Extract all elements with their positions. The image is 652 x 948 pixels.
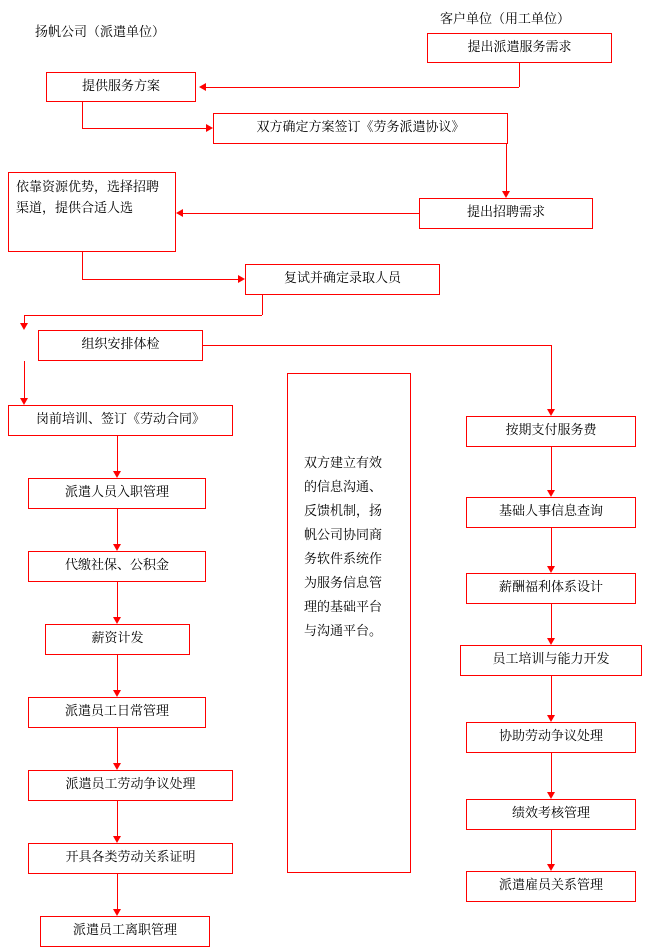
connector-n7-to-n8: [24, 361, 25, 398]
arrowhead-to-n12: [113, 690, 121, 697]
connector-n22-to-n23: [551, 830, 552, 864]
arrowhead-to-n5: [176, 209, 183, 217]
node-raise-recruitment-need[interactable]: 提出招聘需求: [419, 198, 593, 229]
arrowhead-to-n8: [20, 398, 28, 405]
connector-n1-to-n2: [206, 87, 519, 88]
arrowhead-to-n2: [199, 83, 206, 91]
connector-n8-to-n9: [117, 436, 118, 471]
node-provide-service-plan[interactable]: 提供服务方案: [46, 72, 196, 102]
node-labor-dispute-handling[interactable]: 派遣员工劳动争议处理: [28, 770, 233, 801]
connector-n12-to-n13: [117, 728, 118, 763]
connector-n5-down: [82, 252, 83, 280]
connector-n5-to-n6: [82, 279, 238, 280]
node-communication-platform[interactable]: 双方建立有效的信息沟通、反馈机制，扬帆公司协同商务软件系统作为服务信息管理的基础平台与沟通平台。: [287, 373, 411, 873]
arrowhead-to-n17: [547, 409, 555, 416]
arrowhead-to-n7: [20, 323, 28, 330]
connector-n14-to-n15: [117, 874, 118, 909]
node-request-dispatch-service[interactable]: 提出派遣服务需求: [427, 33, 612, 63]
node-pay-service-fee[interactable]: 按期支付服务费: [466, 416, 636, 447]
header-right: 客户单位（用工单位）: [440, 12, 571, 27]
arrowhead-to-n21: [547, 715, 555, 722]
connector-n18-to-n19: [551, 528, 552, 566]
node-assist-dispute-handling[interactable]: 协助劳动争议处理: [466, 722, 636, 753]
node-issue-labor-certificates[interactable]: 开具各类劳动关系证明: [28, 843, 233, 874]
connector-n4-to-n5: [183, 213, 419, 214]
node-second-interview-confirm[interactable]: 复试并确定录取人员: [245, 264, 440, 295]
node-performance-management[interactable]: 绩效考核管理: [466, 799, 636, 830]
node-select-recruitment-channel[interactable]: 依靠资源优势，选择招聘渠道，提供合适人选: [8, 172, 176, 252]
node-training-development[interactable]: 员工培训与能力开发: [460, 645, 642, 676]
arrowhead-to-n9: [113, 471, 121, 478]
arrowhead-to-n4: [502, 191, 510, 198]
connector-n6-down: [262, 295, 263, 315]
connector-n17-to-n18: [551, 447, 552, 490]
node-hr-info-query[interactable]: 基础人事信息查询: [466, 497, 636, 528]
header-left: 扬帆公司（派遣单位）: [35, 25, 166, 40]
arrowhead-to-n10: [113, 544, 121, 551]
connector-n19-to-n20: [551, 604, 552, 638]
node-resignation-management[interactable]: 派遣员工离职管理: [40, 916, 210, 947]
arrowhead-to-n14: [113, 836, 121, 843]
node-sign-dispatch-agreement[interactable]: 双方确定方案签订《劳务派遣协议》: [213, 113, 508, 144]
connector-n3-to-n4: [506, 144, 507, 191]
connector-n11-to-n12: [117, 655, 118, 690]
arrowhead-to-n18: [547, 490, 555, 497]
arrowhead-to-n20: [547, 638, 555, 645]
node-salary-payment[interactable]: 薪资计发: [45, 624, 190, 655]
connector-n10-to-n11: [117, 582, 118, 617]
connector-n21-to-n22: [551, 753, 552, 792]
arrowhead-to-n11: [113, 617, 121, 624]
arrowhead-to-n23: [547, 864, 555, 871]
arrowhead-to-n13: [113, 763, 121, 770]
node-arrange-medical-exam[interactable]: 组织安排体检: [38, 330, 203, 361]
connector-n2-to-n3: [82, 128, 206, 129]
connector-n2-down: [82, 102, 83, 128]
arrowhead-to-n3: [206, 124, 213, 132]
node-compensation-benefits-design[interactable]: 薪酬福利体系设计: [466, 573, 636, 604]
connector-n20-to-n21: [551, 676, 552, 715]
arrowhead-to-n6: [238, 275, 245, 283]
arrowhead-to-n15: [113, 909, 121, 916]
node-onboarding-management[interactable]: 派遣人员入职管理: [28, 478, 206, 509]
arrowhead-to-n22: [547, 792, 555, 799]
arrowhead-to-n19: [547, 566, 555, 573]
connector-n7-to-right-branch: [203, 345, 551, 346]
node-social-insurance-fund[interactable]: 代缴社保、公积金: [28, 551, 206, 582]
connector-n1-down: [519, 63, 520, 87]
node-daily-management[interactable]: 派遣员工日常管理: [28, 697, 206, 728]
node-employee-relations-management[interactable]: 派遣雇员关系管理: [466, 871, 636, 902]
connector-n9-to-n10: [117, 509, 118, 544]
node-pre-job-training-contract[interactable]: 岗前培训、签订《劳动合同》: [8, 405, 233, 436]
connector-n6-to-n7: [24, 315, 262, 316]
connector-n13-to-n14: [117, 801, 118, 836]
connector-right-branch-down: [551, 345, 552, 409]
